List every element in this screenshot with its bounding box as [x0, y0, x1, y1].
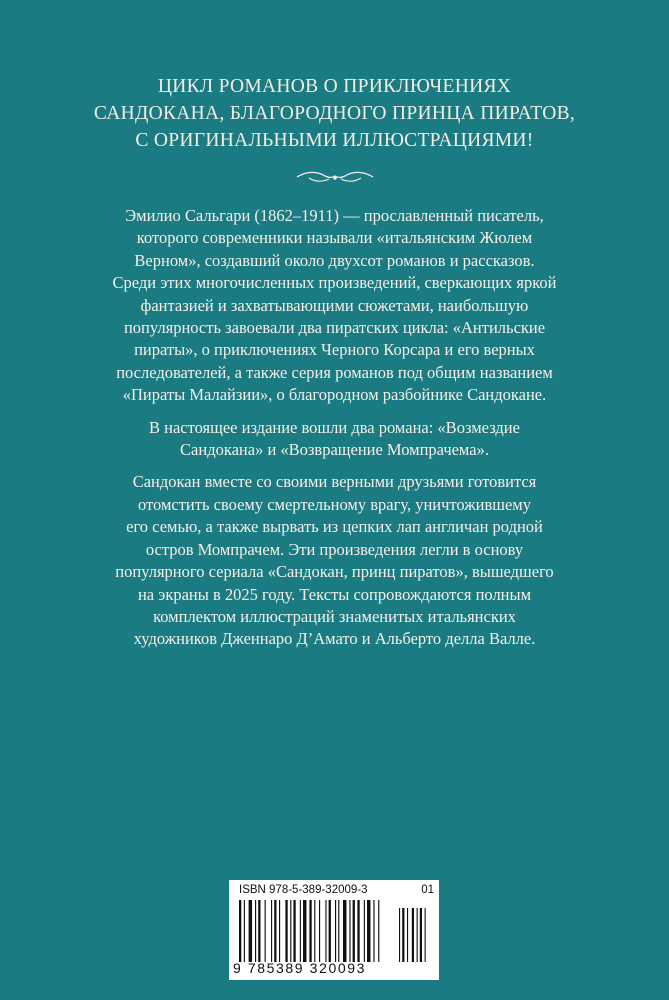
text-line: фантазией и захватывающими сюжетами, наибольшую	[140, 295, 529, 315]
headline-line: ЦИКЛ РОМАНОВ О ПРИКЛЮЧЕНИЯХ	[157, 76, 512, 97]
text-line: Эмилио Сальгари (1862–1911) — прославленный писатель,	[125, 206, 544, 225]
text-line: отомстить своему смертельному врагу, уничтожившему	[138, 494, 531, 514]
headline-line: С ОРИГИНАЛЬНЫМИ ИЛЛЮСТРАЦИЯМИ!	[135, 130, 534, 151]
isbn-number: ISBN 978-5-389-32009-3	[239, 884, 368, 896]
text-line: популярного сериала «Сандокан, принц пиратов», вышедшего	[115, 562, 554, 582]
text-line: Верном», создавший около двухсот романов и рассказов.	[134, 250, 535, 270]
paragraph-author	[60, 205, 609, 407]
text-line: остров Момпрачем. Эти произведения легли в основу	[145, 539, 524, 559]
isbn-row	[239, 884, 434, 896]
text-line: В настоящее издание вошли два романа: «Возмездие	[149, 417, 520, 437]
text-line: Среди этих многочисленных произведений, сверкающих яркой	[112, 273, 557, 293]
text-line: Сандокан вместе со своими верными друзьями готовится	[132, 472, 537, 492]
text-line: популярность завоевали два пиратских цикла: «Антильские	[123, 318, 546, 338]
barcode-bars	[239, 900, 434, 962]
text-line: последователей, а также серия романов под общим названием	[116, 362, 553, 382]
barcode-digits: 9 785389 320093	[233, 960, 366, 976]
decorative-flourish-icon	[295, 168, 375, 186]
text-line: комплектом иллюстраций знаменитых итальянских	[153, 606, 516, 626]
paragraph-edition	[60, 417, 609, 462]
text-line: пираты», о приключениях Черного Корсара и его верных	[134, 340, 535, 360]
text-line: Сандокана» и «Возвращение Момпрачема».	[180, 440, 489, 460]
isbn-addon: 01	[421, 884, 434, 896]
paragraph-plot	[60, 471, 609, 650]
headline-line: САНДОКАНА, БЛАГОРОДНОГО ПРИНЦА ПИРАТОВ,	[93, 103, 576, 124]
text-line: на экраны в 2025 году. Тексты сопровождаются полным	[137, 584, 532, 604]
text-line: его семью, а также вырвать из цепких лап англичан родной	[126, 517, 543, 537]
barcode-block	[229, 880, 439, 980]
text-line: которого современники называли «итальянским Жюлем	[136, 228, 533, 248]
text-line: «Пираты Малайзии», о благородном разбойнике Сандокане.	[122, 385, 547, 405]
text-line: художников Дженнаро Д’Амато и Альберто делла Валле.	[133, 629, 536, 649]
series-headline	[40, 73, 629, 154]
annotation-text	[60, 205, 609, 661]
